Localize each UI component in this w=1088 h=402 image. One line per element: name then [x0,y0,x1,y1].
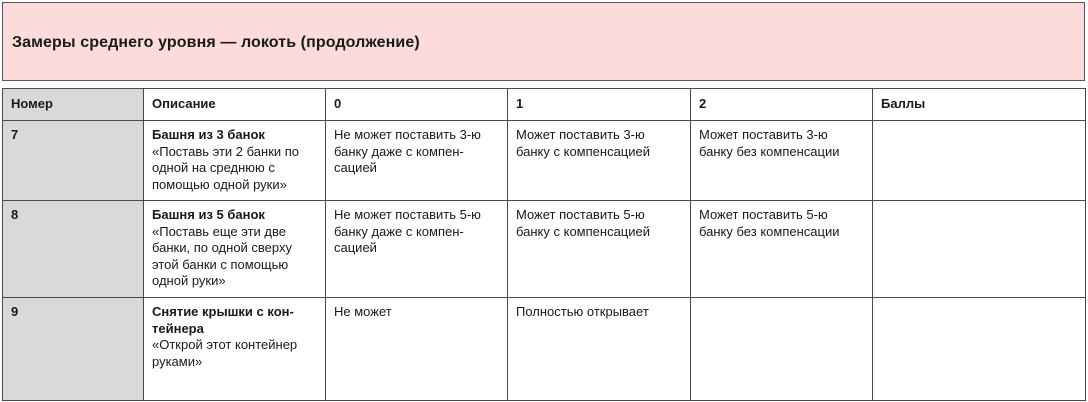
header-row [3,89,1086,121]
header-score-1: 1 [508,89,691,121]
header-score-0: 0 [326,89,508,121]
table-title: Замеры среднего уровня — локоть (продолжение) [12,34,420,51]
row-number: 8 [3,201,144,298]
task-instruction: «Поставь эти 2 банки по одной на среднюю с помощью одной руки» [152,143,300,192]
header-number: Номер [3,89,144,121]
row-description [144,201,326,298]
assessment-table [2,88,1086,401]
table-row [3,201,1086,298]
task-title: Башня из 5 банок [152,207,265,222]
header-description: Описание [144,89,326,121]
document-page [2,2,1085,399]
task-instruction: «Открой этот контейнер руками» [152,337,298,369]
task-title: Башня из 3 банок [152,127,265,142]
row-number: 9 [3,298,144,401]
table-row [3,298,1086,401]
score-1-criteria: Может поставить 5-ю банку с компенсацией [508,201,691,298]
row-description [144,121,326,201]
row-number: 7 [3,121,144,201]
score-2-criteria [691,298,873,401]
table-title-bar [2,2,1085,81]
table-row [3,121,1086,201]
score-0-criteria: Не может [326,298,508,401]
score-1-criteria: Может поставить 3-ю банку с компенсацией [508,121,691,201]
score-2-criteria: Может поставить 3-ю банку без компенсации [691,121,873,201]
score-2-criteria: Может поставить 5-ю банку без компенсации [691,201,873,298]
score-1-criteria: Полностью открывает [508,298,691,401]
header-score-2: 2 [691,89,873,121]
row-description [144,298,326,401]
score-0-criteria: Не может поставить 5-ю банку даже с компен-сацией [326,201,508,298]
points-cell[interactable] [873,298,1086,401]
score-0-criteria: Не может поставить 3-ю банку даже с компен-сацией [326,121,508,201]
points-cell[interactable] [873,201,1086,298]
header-points: Баллы [873,89,1086,121]
task-instruction: «Поставь еще эти две банки, по одной сверху этой банки с помощью одной руки» [152,223,292,288]
points-cell[interactable] [873,121,1086,201]
task-title: Снятие крышки с кон-тейнера [152,304,294,336]
